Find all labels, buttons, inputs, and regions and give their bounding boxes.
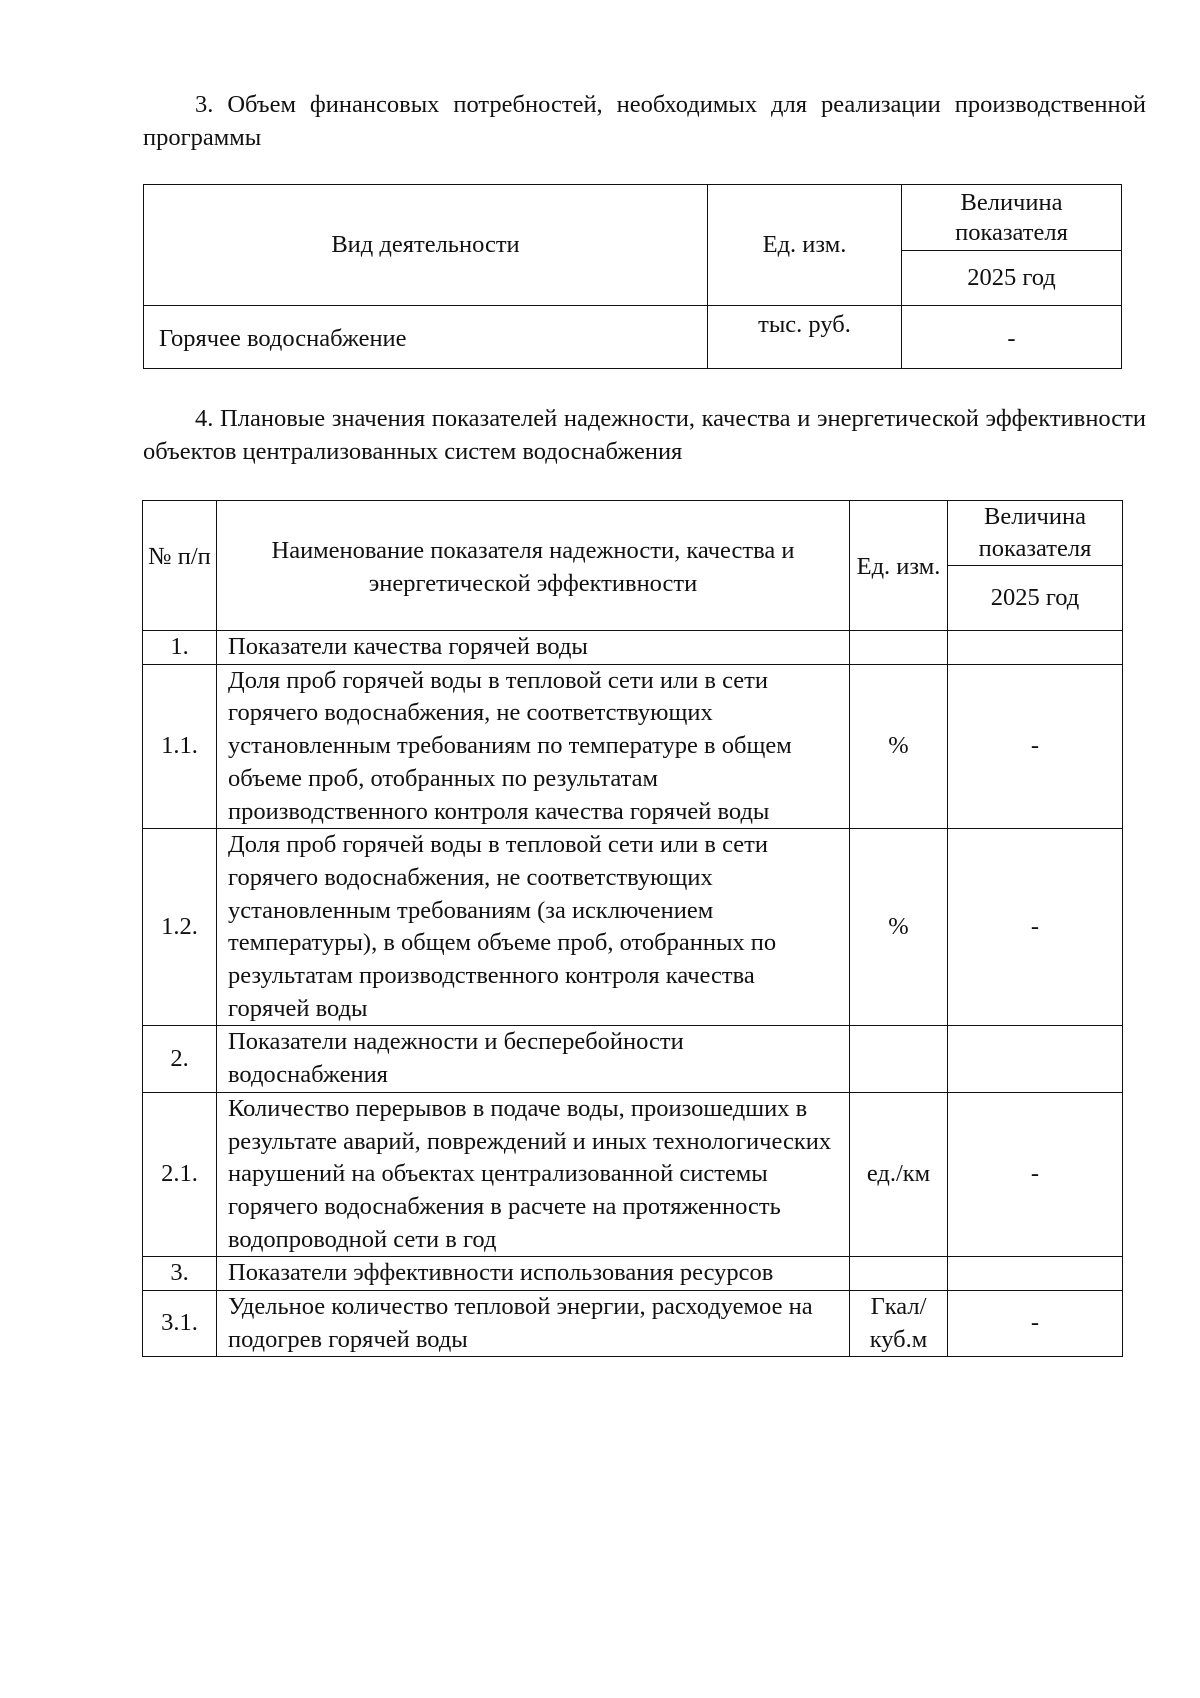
cell-name: Удельное количество тепловой энергии, расходуемое на подогрев горячей воды — [217, 1291, 850, 1357]
financial-needs-table — [143, 184, 1122, 369]
cell-number: 3.1. — [143, 1291, 217, 1357]
table-row — [143, 664, 1123, 829]
cell-unit: Гкал/ куб.м — [850, 1291, 948, 1357]
cell-number: 2.1. — [143, 1092, 217, 1257]
cell-value: - — [902, 306, 1122, 369]
cell-number: 1. — [143, 631, 217, 665]
cell-value — [948, 631, 1123, 665]
cell-name: Показатели качества горячей воды — [217, 631, 850, 665]
cell-value: - — [948, 1092, 1123, 1257]
cell-value: - — [948, 829, 1123, 1026]
cell-number: 3. — [143, 1257, 217, 1291]
section-4-heading: 4. Плановые значения показателей надежности, качества и энергетической эффективности объектов централизованных систем водоснабжения — [143, 405, 1146, 465]
cell-activity: Горячее водоснабжение — [144, 306, 708, 369]
cell-value: - — [948, 1291, 1123, 1357]
header-name: Наименование показателя надежности, качества и энергетической эффективности — [217, 501, 850, 631]
cell-unit: % — [850, 664, 948, 829]
cell-name: Показатели эффективности использования ресурсов — [217, 1257, 850, 1291]
cell-unit: ед./км — [850, 1092, 948, 1257]
table-row — [143, 1026, 1123, 1092]
header-year: 2025 год — [902, 251, 1122, 306]
table-row — [143, 1291, 1123, 1357]
cell-unit — [850, 1257, 948, 1291]
table-row — [144, 306, 1122, 369]
cell-number: 2. — [143, 1026, 217, 1092]
table-row — [143, 631, 1123, 665]
cell-unit — [850, 1026, 948, 1092]
header-value: Величина показателя — [902, 185, 1122, 251]
cell-name: Доля проб горячей воды в тепловой сети или в сети горячего водоснабжения, не соответствующих установленным требованиям по температуре в общем объеме проб, отобранных по результатам производственного контроля качества горячей воды — [217, 664, 850, 829]
header-unit: Ед. изм. — [708, 185, 902, 306]
header-value: Величина показателя — [948, 501, 1123, 566]
header-year: 2025 год — [948, 566, 1123, 631]
cell-value — [948, 1026, 1123, 1092]
header-number: № п/п — [143, 501, 217, 631]
table-row — [143, 1257, 1123, 1291]
cell-number: 1.2. — [143, 829, 217, 1026]
cell-unit — [850, 631, 948, 665]
header-unit: Ед. изм. — [850, 501, 948, 631]
cell-unit: % — [850, 829, 948, 1026]
cell-number: 1.1. — [143, 664, 217, 829]
cell-unit: тыс. руб. — [708, 306, 902, 369]
table-row — [143, 1092, 1123, 1257]
section-3-heading: 3. Объем финансовых потребностей, необходимых для реализации производственной программы — [143, 91, 1146, 151]
cell-name: Доля проб горячей воды в тепловой сети или в сети горячего водоснабжения, не соответствующих установленным требованиям (за исключением температуры), в общем объеме проб, отобранных по результатам производственного контроля качества горячей воды — [217, 829, 850, 1026]
header-activity: Вид деятельности — [144, 185, 708, 306]
cell-value — [948, 1257, 1123, 1291]
indicators-table — [142, 500, 1123, 1357]
table-row — [143, 829, 1123, 1026]
cell-name: Показатели надежности и бесперебойности водоснабжения — [217, 1026, 850, 1092]
cell-name: Количество перерывов в подаче воды, произошедших в результате аварий, повреждений и иных технологических нарушений на объектах централизованной системы горячего водоснабжения в расчете на протяженность водопроводной сети в год — [217, 1092, 850, 1257]
cell-value: - — [948, 664, 1123, 829]
